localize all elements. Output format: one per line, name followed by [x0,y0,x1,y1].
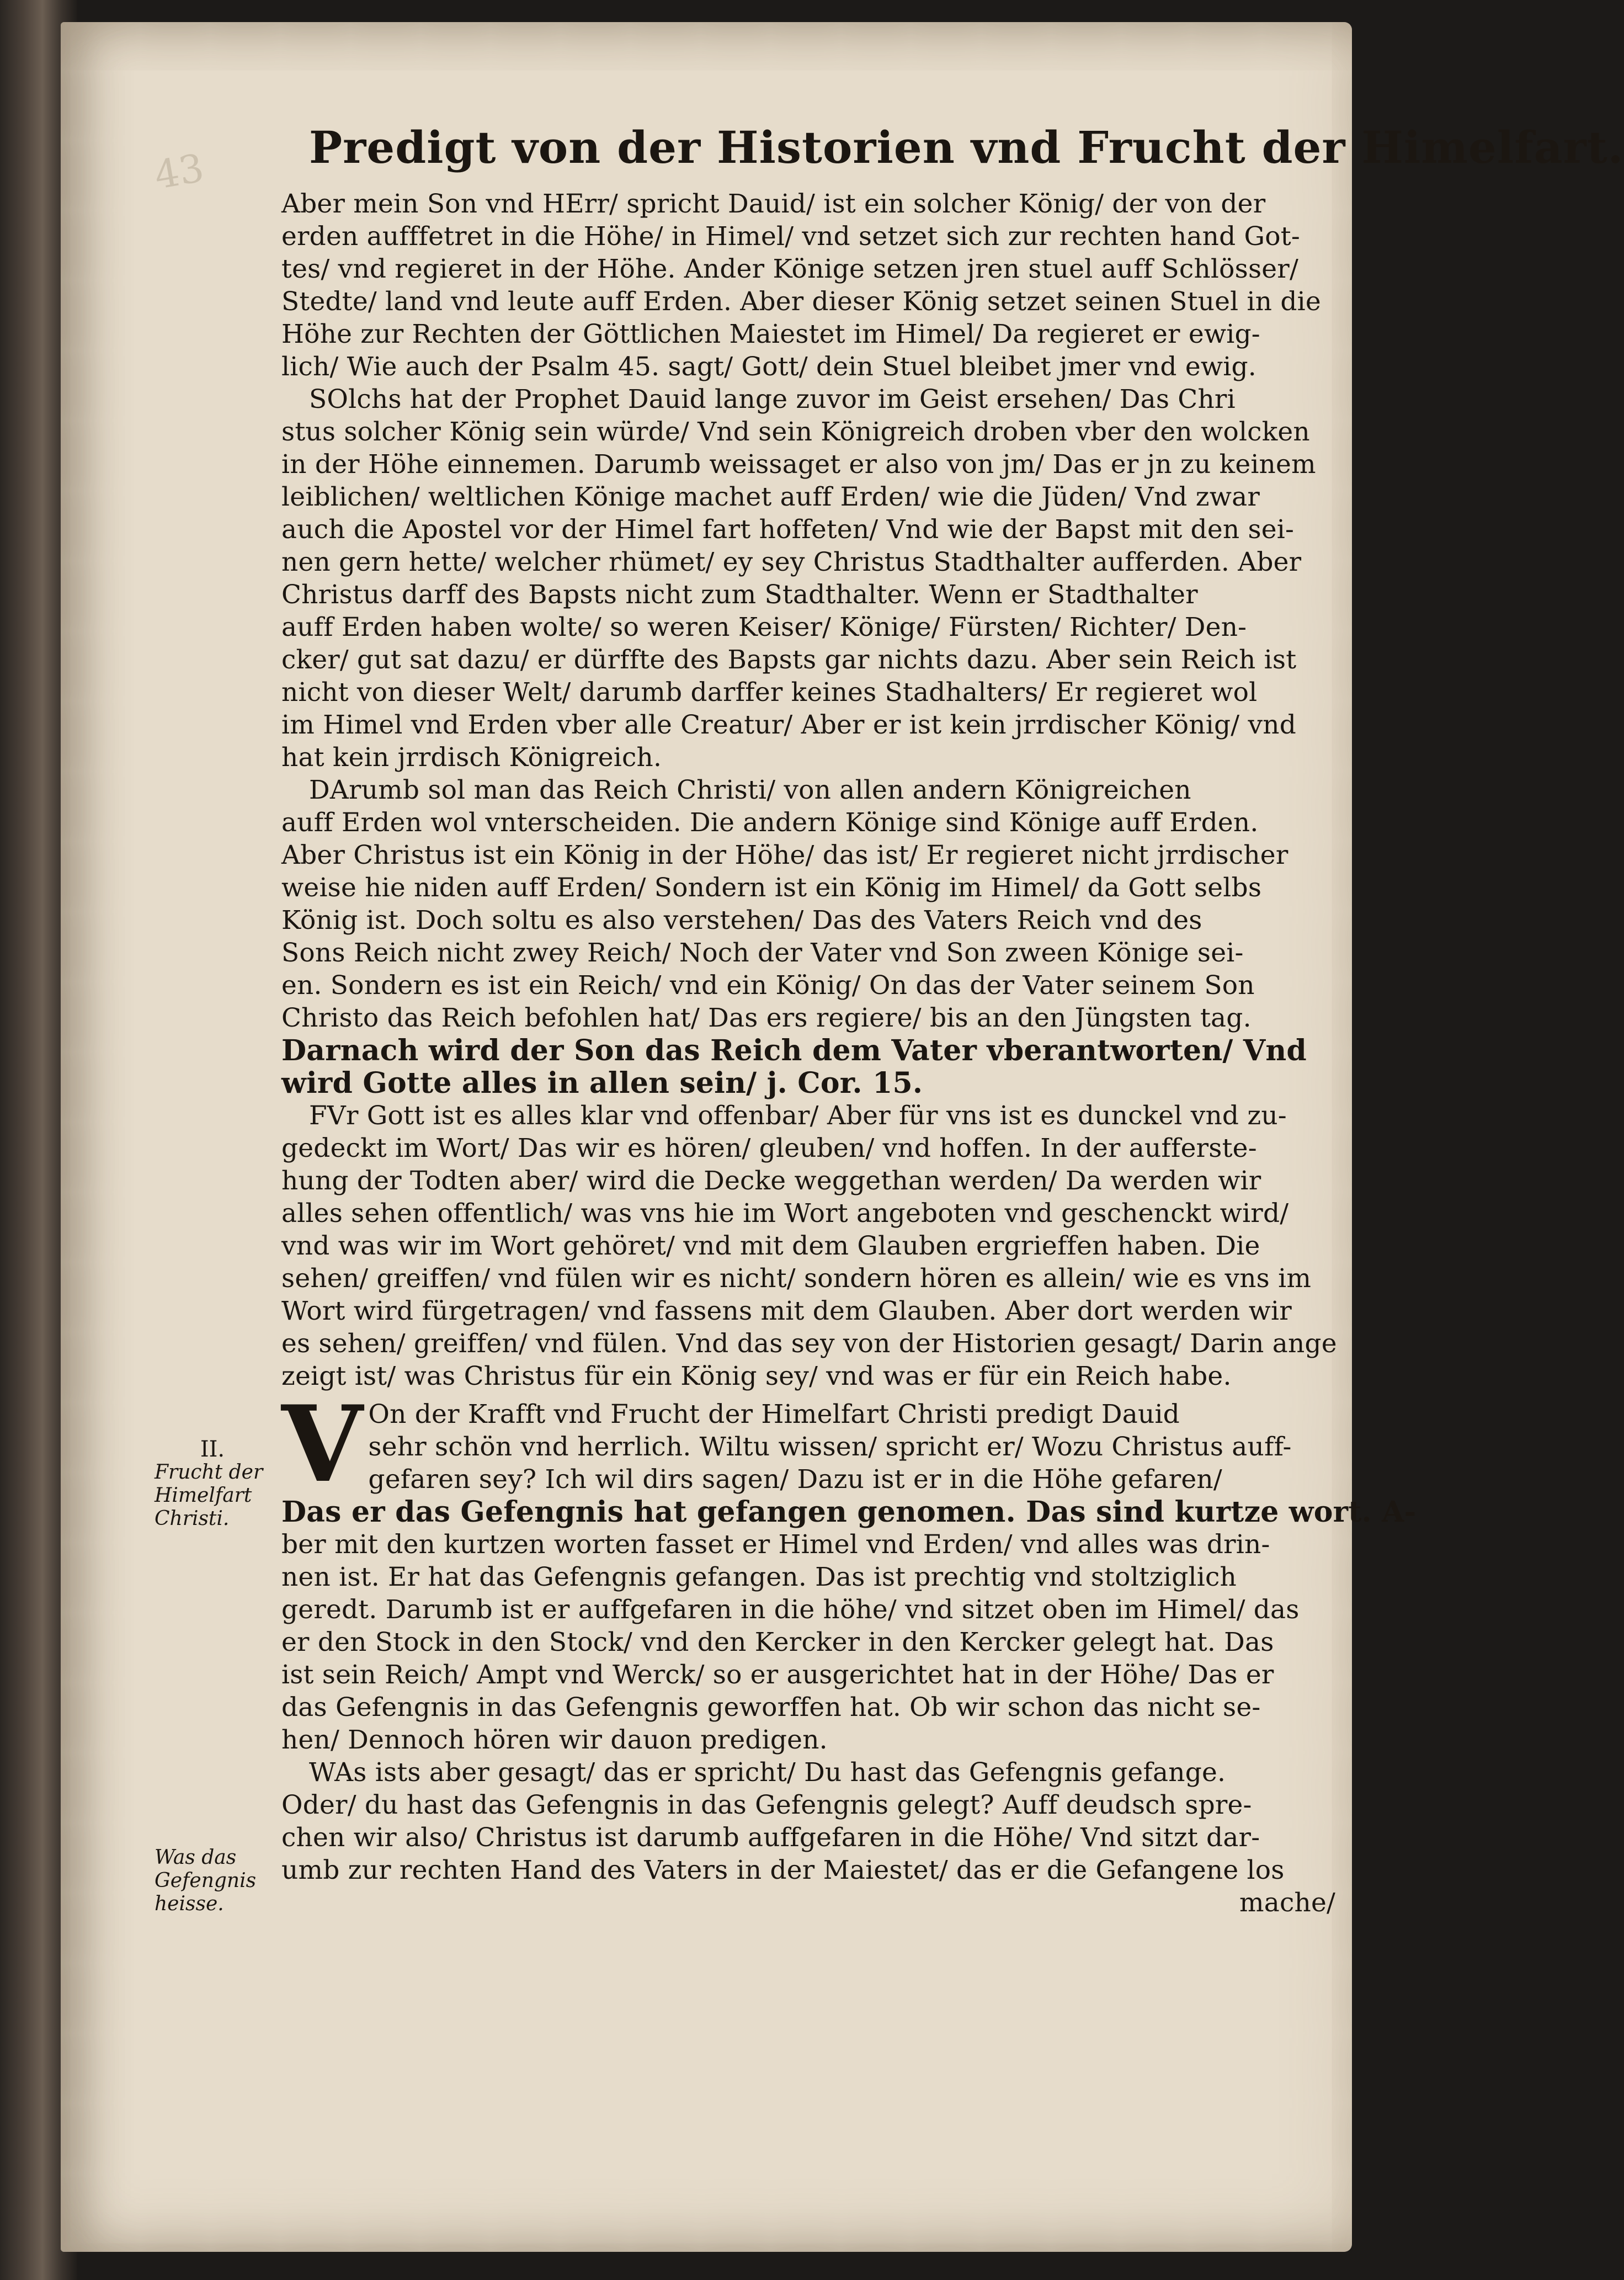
text-line: chen wir also/ Christus ist darumb auffgefaren in die Höhe/ Vnd sitzt dar- [281,1822,1260,1853]
text-line: Wort wird fürgetragen/ vnd fassens mit dem Glauben. Aber dort werden wir [281,1296,1292,1326]
text-line: in der Höhe einnemen. Darumb weissaget er also von jm/ Das er jn zu keinem [281,449,1316,480]
text-line: SOlchs hat der Prophet Dauid lange zuvor im Geist ersehen/ Das Chri [309,384,1236,414]
text-line: hen/ Dennoch hören wir dauon predigen. [281,1725,828,1755]
text-line: Sons Reich nicht zwey Reich/ Noch der Vater vnd Son zween Könige sei- [281,938,1244,968]
text-line: alles sehen offentlich/ was vns hie im Wort angeboten vnd geschenckt wird/ [281,1198,1289,1229]
book-page [61,22,1624,2252]
section-number: II. [200,1437,225,1462]
text-line: FVr Gott ist es alles klar vnd offenbar/ Aber für vns ist es dunckel vnd zu- [309,1101,1287,1131]
text-line: geredt. Darumb ist er auffgefaren in die höhe/ vnd sitzet oben im Himel/ das [281,1595,1300,1625]
text-line: zeigt ist/ was Christus für ein König sey/ vnd was er für ein Reich habe. [281,1361,1232,1391]
margin-note-fruit-text: Frucht der Himelfart Christi. [155,1461,263,1530]
text-line: On der Krafft vnd Frucht der Himelfart Christi predigt Dauid [368,1399,1180,1429]
text-line: lich/ Wie auch der Psalm 45. sagt/ Gott/ dein Stuel bleibet jmer vnd ewig. [281,352,1256,382]
text-line: König ist. Doch soltu es also verstehen/ Das des Vaters Reich vnd des [281,905,1202,936]
text-line: Aber mein Son vnd HErr/ spricht Dauid/ ist ein solcher König/ der von der [281,189,1266,219]
text-line: Stedte/ land vnd leute auff Erden. Aber dieser König setzet seinen Stuel in die [281,286,1321,317]
section-two [281,1383,1417,1919]
text-line: WAs ists aber gesagt/ das er spricht/ Du hast das Gefengnis gefange. [309,1757,1226,1788]
text-line: gefaren sey? Ich wil dirs sagen/ Dazu ist er in die Höhe gefaren/ [368,1464,1222,1495]
text-line: nen gern hette/ welcher rhümet/ ey sey Christus Stadthalter aufferden. Aber [281,547,1302,577]
text-line: DArumb sol man das Reich Christi/ von allen andern Königreichen [309,775,1191,805]
text-line: weise hie niden auff Erden/ Sondern ist ein König im Himel/ da Gott selbs [281,873,1262,903]
drop-initial: V [281,1383,363,1506]
text-line: cker/ gut sat dazu/ er dürffte des Bapsts gar nichts dazu. Aber sein Reich ist [281,645,1297,675]
text-line: sehr schön vnd herrlich. Wiltu wissen/ spricht er/ Wozu Christus auff- [368,1432,1292,1462]
text-line: tes/ vnd regieret in der Höhe. Ander Könige setzen jren stuel auff Schlösser/ [281,254,1299,284]
text-line: hat kein jrrdisch Königreich. [281,742,662,773]
text-line: ist sein Reich/ Ampt vnd Werck/ so er ausgerichtet hat in der Höhe/ Das er [281,1660,1274,1690]
text-line: es sehen/ greiffen/ vnd fülen. Vnd das sey von der Historien gesagt/ Darin ange [281,1328,1337,1359]
text-line: er den Stock in den Stock/ vnd den Kercker in den Kercker gelegt hat. Das [281,1627,1274,1657]
text-line: auff Erden haben wolte/ so weren Keiser/ Könige/ Fürsten/ Richter/ Den- [281,612,1247,642]
text-line: das Gefengnis in das Gefengnis geworffen hat. Ob wir schon das nicht se- [281,1692,1261,1723]
text-line: nicht von dieser Welt/ darumb darffer keines Stadhalters/ Er regieret wol [281,677,1258,708]
page-mark: 43 [151,145,207,199]
catchword: mache/ [1239,1888,1335,1918]
body-text [281,188,1417,1919]
text-line: erden aufffetret in die Höhe/ in Himel/ vnd setzet sich zur rechten hand Got- [281,221,1300,252]
text-line: auff Erden wol vnterscheiden. Die andern Könige sind Könige auff Erden. [281,807,1259,838]
text-line: ber mit den kurtzen worten fasset er Himel vnd Erden/ vnd alles was drin- [281,1529,1270,1560]
text-line: vnd was wir im Wort gehöret/ vnd mit dem Glauben ergrieffen haben. Die [281,1231,1260,1261]
text-line: sehen/ greiffen/ vnd fülen wir es nicht/ sondern hören es allein/ wie es vns im [281,1263,1312,1294]
text-line-emphasis: Darnach wird der Son das Reich dem Vater vberantworten/ Vnd [281,1034,1307,1067]
text-line: nen ist. Er hat das Gefengnis gefangen. Das ist prechtig vnd stoltziglich [281,1562,1237,1592]
text-line: gedeckt im Wort/ Das wir es hören/ gleuben/ vnd hoffen. In der aufferste- [281,1133,1257,1163]
text-line-emphasis: wird Gotte alles in allen sein/ j. Cor. 15. [281,1066,923,1100]
text-line: Oder/ du hast das Gefengnis in das Gefengnis gelegt? Auff deudsch spre- [281,1790,1252,1820]
margin-note-captivity: Was das Gefengnis heisse. [155,1846,257,1915]
margin-note-fruit [155,1438,270,1530]
text-line: Aber Christus ist ein König in der Höhe/ das ist/ Er regieret nicht jrrdischer [281,840,1288,870]
text-line: auch die Apostel vor der Himel fart hoffeten/ Vnd wie der Bapst mit den sei- [281,514,1295,545]
text-line: hung der Todten aber/ wird die Decke weggethan werden/ Da werden wir [281,1166,1261,1196]
running-head: Predigt von der Historien vnd Frucht der Himelfart. [309,121,1624,173]
text-line: en. Sondern es ist ein Reich/ vnd ein König/ On das der Vater seinem Son [281,970,1255,1001]
text-line: Höhe zur Rechten der Göttlichen Maiestet im Himel/ Da regieret er ewig- [281,319,1260,349]
text-line: Christo das Reich befohlen hat/ Das ers regiere/ bis an den Jüngsten tag. [281,1003,1252,1033]
text-line: stus solcher König sein würde/ Vnd sein Königreich droben vber den wolcken [281,417,1310,447]
text-line: leiblichen/ weltlichen Könige machet auff Erden/ wie die Jüden/ Vnd zwar [281,482,1260,512]
text-line: Christus darff des Bapsts nicht zum Stadthalter. Wenn er Stadthalter [281,580,1198,610]
text-line: umb zur rechten Hand des Vaters in der Maiestet/ das er die Gefangene los [281,1855,1285,1885]
text-line: im Himel vnd Erden vber alle Creatur/ Aber er ist kein jrrdischer König/ vnd [281,710,1296,740]
text-line-emphasis: Das er das Gefengnis hat gefangen genomen. Das sind kurtze wort. A- [281,1495,1417,1529]
